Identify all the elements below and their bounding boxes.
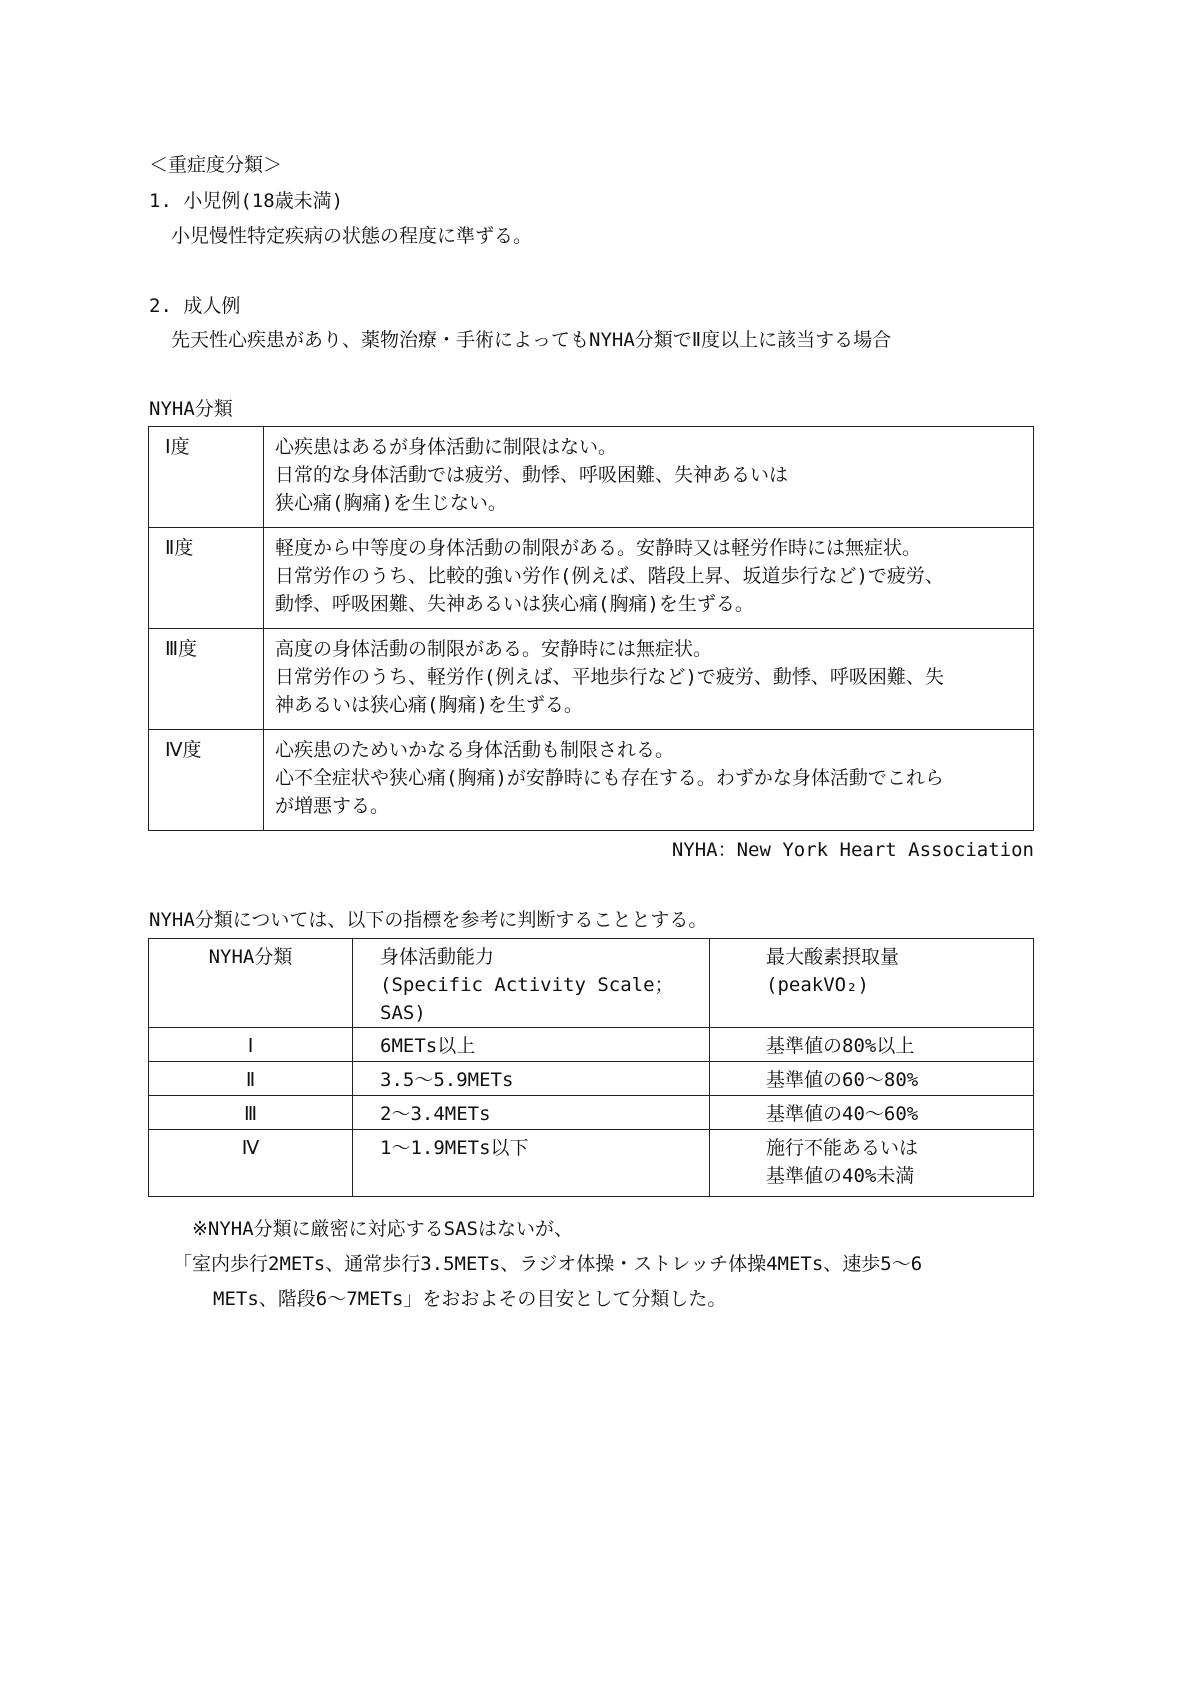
table-cell bbox=[353, 1062, 710, 1096]
cell-line: 基準値の40%未満 bbox=[766, 1165, 915, 1187]
description-line: 動悸、呼吸困難、失神あるいは狭心痛(胸痛)を生ずる。 bbox=[275, 593, 754, 615]
table-cell bbox=[353, 939, 710, 1028]
cell-line: 1～1.9METs以下 bbox=[380, 1137, 529, 1159]
footnote-line-3: METs、階段6～7METs」をおおよその目安として分類した。 bbox=[213, 1288, 727, 1310]
table-cell bbox=[710, 1062, 1034, 1096]
nyha-row bbox=[149, 629, 1034, 730]
table-cell bbox=[353, 1096, 710, 1130]
page-heading: ＜重症度分類＞ bbox=[149, 154, 283, 176]
description-line: 日常的な身体活動では疲労、動悸、呼吸困難、失神あるいは bbox=[275, 464, 789, 486]
section1-body: 小児慢性特定疾病の状態の程度に準ずる。 bbox=[171, 225, 533, 247]
description-line: 狭心痛(胸痛)を生じない。 bbox=[275, 492, 507, 514]
cell-line: 基準値の40～60% bbox=[766, 1103, 919, 1125]
cell-line: Ⅲ bbox=[243, 1103, 258, 1125]
table-cell bbox=[710, 1096, 1034, 1130]
nyha-grade: Ⅰ度 bbox=[149, 427, 264, 528]
table-cell bbox=[149, 939, 353, 1028]
nyha-classification-table bbox=[148, 426, 1034, 831]
cell-line: Ⅰ bbox=[247, 1035, 254, 1057]
nyha-row bbox=[149, 427, 1034, 528]
table-row bbox=[149, 1028, 1034, 1062]
table-cell bbox=[353, 1130, 710, 1197]
table-cell bbox=[149, 1028, 353, 1062]
table-cell bbox=[149, 1062, 353, 1096]
description-line: 心疾患のためいかなる身体活動も制限される。 bbox=[275, 739, 675, 761]
description-line: 日常労作のうち、比較的強い労作(例えば、階段上昇、坂道歩行など)で疲労、 bbox=[275, 565, 944, 587]
nyha-grade: Ⅳ度 bbox=[149, 730, 264, 831]
nyha-grade: Ⅲ度 bbox=[149, 629, 264, 730]
footnote-line-2: 「室内歩行2METs、通常歩行3.5METs、ラジオ体操・ストレッチ体操4METs、速歩5～6 bbox=[173, 1253, 923, 1275]
nyha-description bbox=[264, 528, 1034, 629]
nyha-description bbox=[264, 730, 1034, 831]
table-row bbox=[149, 1062, 1034, 1096]
cell-line: NYHA分類 bbox=[208, 946, 293, 968]
cell-line: (Specific Activity Scale；SAS) bbox=[380, 974, 674, 1024]
nyha-description bbox=[264, 427, 1034, 528]
nyha-index-table bbox=[148, 938, 1034, 1197]
table-cell bbox=[353, 1028, 710, 1062]
nyha-row bbox=[149, 730, 1034, 831]
description-line: 神あるいは狭心痛(胸痛)を生ずる。 bbox=[275, 694, 583, 716]
cell-line: 最大酸素摂取量 bbox=[766, 946, 900, 968]
cell-line: 3.5～5.9METs bbox=[380, 1069, 514, 1091]
cell-line: Ⅳ bbox=[241, 1137, 260, 1159]
table-row bbox=[149, 1130, 1034, 1197]
description-line: 高度の身体活動の制限がある。安静時には無症状。 bbox=[275, 638, 713, 660]
cell-line: 施行不能あるいは bbox=[766, 1137, 919, 1159]
table-cell bbox=[149, 1130, 353, 1197]
nyha-table-title: NYHA分類 bbox=[149, 398, 233, 420]
table-header-row bbox=[149, 939, 1034, 1028]
footnote-line-1: ※NYHA分類に厳密に対応するSASはないが、 bbox=[192, 1218, 573, 1240]
table-row bbox=[149, 1096, 1034, 1130]
cell-line: 基準値の80%以上 bbox=[766, 1035, 915, 1057]
description-line: 心不全症状や狭心痛(胸痛)が安静時にも存在する。わずかな身体活動でこれら bbox=[275, 767, 944, 789]
description-line: 心疾患はあるが身体活動に制限はない。 bbox=[275, 436, 618, 458]
table-cell bbox=[710, 1028, 1034, 1062]
description-line: 日常労作のうち、軽労作(例えば、平地歩行など)で疲労、動悸、呼吸困難、失 bbox=[275, 666, 944, 688]
nyha-description bbox=[264, 629, 1034, 730]
cell-line: Ⅱ bbox=[245, 1069, 256, 1091]
nyha-grade: Ⅱ度 bbox=[149, 528, 264, 629]
index-intro: NYHA分類については、以下の指標を参考に判断することとする。 bbox=[149, 909, 708, 931]
section1-title: 1. 小児例(18歳未満) bbox=[149, 190, 344, 212]
cell-line: 2～3.4METs bbox=[380, 1103, 491, 1125]
description-line: が増悪する。 bbox=[275, 795, 390, 817]
section2-body: 先天性心疾患があり、薬物治療・手術によってもNYHA分類でⅡ度以上に該当する場合 bbox=[171, 329, 892, 351]
section2-title: 2. 成人例 bbox=[149, 295, 241, 317]
cell-line: (peakVO₂) bbox=[766, 974, 869, 996]
description-line: 軽度から中等度の身体活動の制限がある。安静時又は軽労作時には無症状。 bbox=[275, 537, 922, 559]
nyha-row bbox=[149, 528, 1034, 629]
table-cell bbox=[710, 939, 1034, 1028]
table-cell bbox=[149, 1096, 353, 1130]
cell-line: 基準値の60～80% bbox=[766, 1069, 919, 1091]
cell-line: 6METs以上 bbox=[380, 1035, 476, 1057]
nyha-abbreviation-note: NYHA：New York Heart Association bbox=[671, 839, 1034, 861]
table-cell bbox=[710, 1130, 1034, 1197]
cell-line: 身体活動能力 bbox=[380, 946, 495, 968]
